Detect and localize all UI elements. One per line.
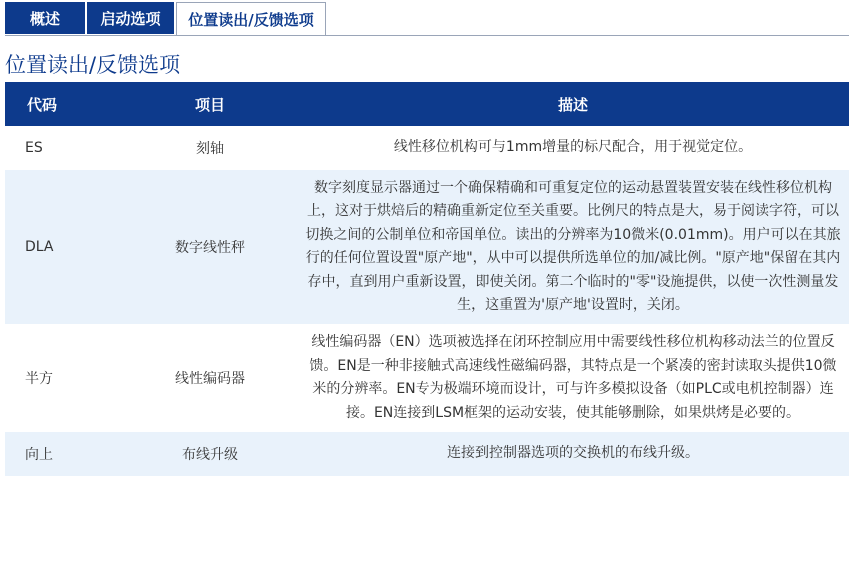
cell-item: 数字线性秤 <box>123 170 297 324</box>
table-row <box>5 170 849 324</box>
options-table <box>5 82 849 476</box>
tab-overview[interactable]: 概述 <box>5 2 87 34</box>
cell-code: ES <box>5 126 123 170</box>
table-header-row <box>5 82 849 126</box>
table-row <box>5 324 849 432</box>
header-code: 代码 <box>5 82 123 126</box>
cell-description: 线性移位机构可与1mm增量的标尺配合，用于视觉定位。 <box>297 126 849 170</box>
table-row <box>5 432 849 476</box>
tab-position-readout-feedback[interactable]: 位置读出/反馈选项 <box>176 2 326 36</box>
table-row <box>5 126 849 170</box>
header-description: 描述 <box>297 82 849 126</box>
cell-code: 向上 <box>5 432 123 476</box>
tab-divider <box>5 35 849 36</box>
page-title: 位置读出/反馈选项 <box>5 53 181 77</box>
cell-description: 数字刻度显示器通过一个确保精确和可重复定位的运动悬置装置安装在线性移位机构上，这对于烘焙后的精确重新定位至关重要。比例尺的特点是大，易于阅读字符，可以切换之间的公制单位和帝国单位。读出的分辨率为10微米(0.01mm)。用户可以在其旅行的任何位置设置"原产地"，从中可以提供所选单位的加/减比例。"原产地"保留在其内存中，直到用户重新设置，即使关闭。第二个临时的"零"设施提供，以使一次性测量发生，这重置为'原产地'设置时，关闭。 <box>297 170 849 324</box>
cell-code: DLA <box>5 170 123 324</box>
tab-bar <box>5 2 326 36</box>
header-item: 项目 <box>123 82 297 126</box>
cell-description: 连接到控制器选项的交换机的布线升级。 <box>297 432 849 476</box>
cell-description: 线性编码器（EN）选项被选择在闭环控制应用中需要线性移位机构移动法兰的位置反馈。EN是一种非接触式高速线性磁编码器，其特点是一个紧凑的密封读取头提供10微米的分辨率。EN专为极端环境而设计，可与许多模拟设备（如PLC或电机控制器）连接。EN连接到LSM框架的运动安装，使其能够删除，如果烘烤是必要的。 <box>297 324 849 432</box>
cell-item: 刻轴 <box>123 126 297 170</box>
tab-startup-options[interactable]: 启动选项 <box>87 2 176 34</box>
cell-code: 半方 <box>5 324 123 432</box>
cell-item: 线性编码器 <box>123 324 297 432</box>
cell-item: 布线升级 <box>123 432 297 476</box>
